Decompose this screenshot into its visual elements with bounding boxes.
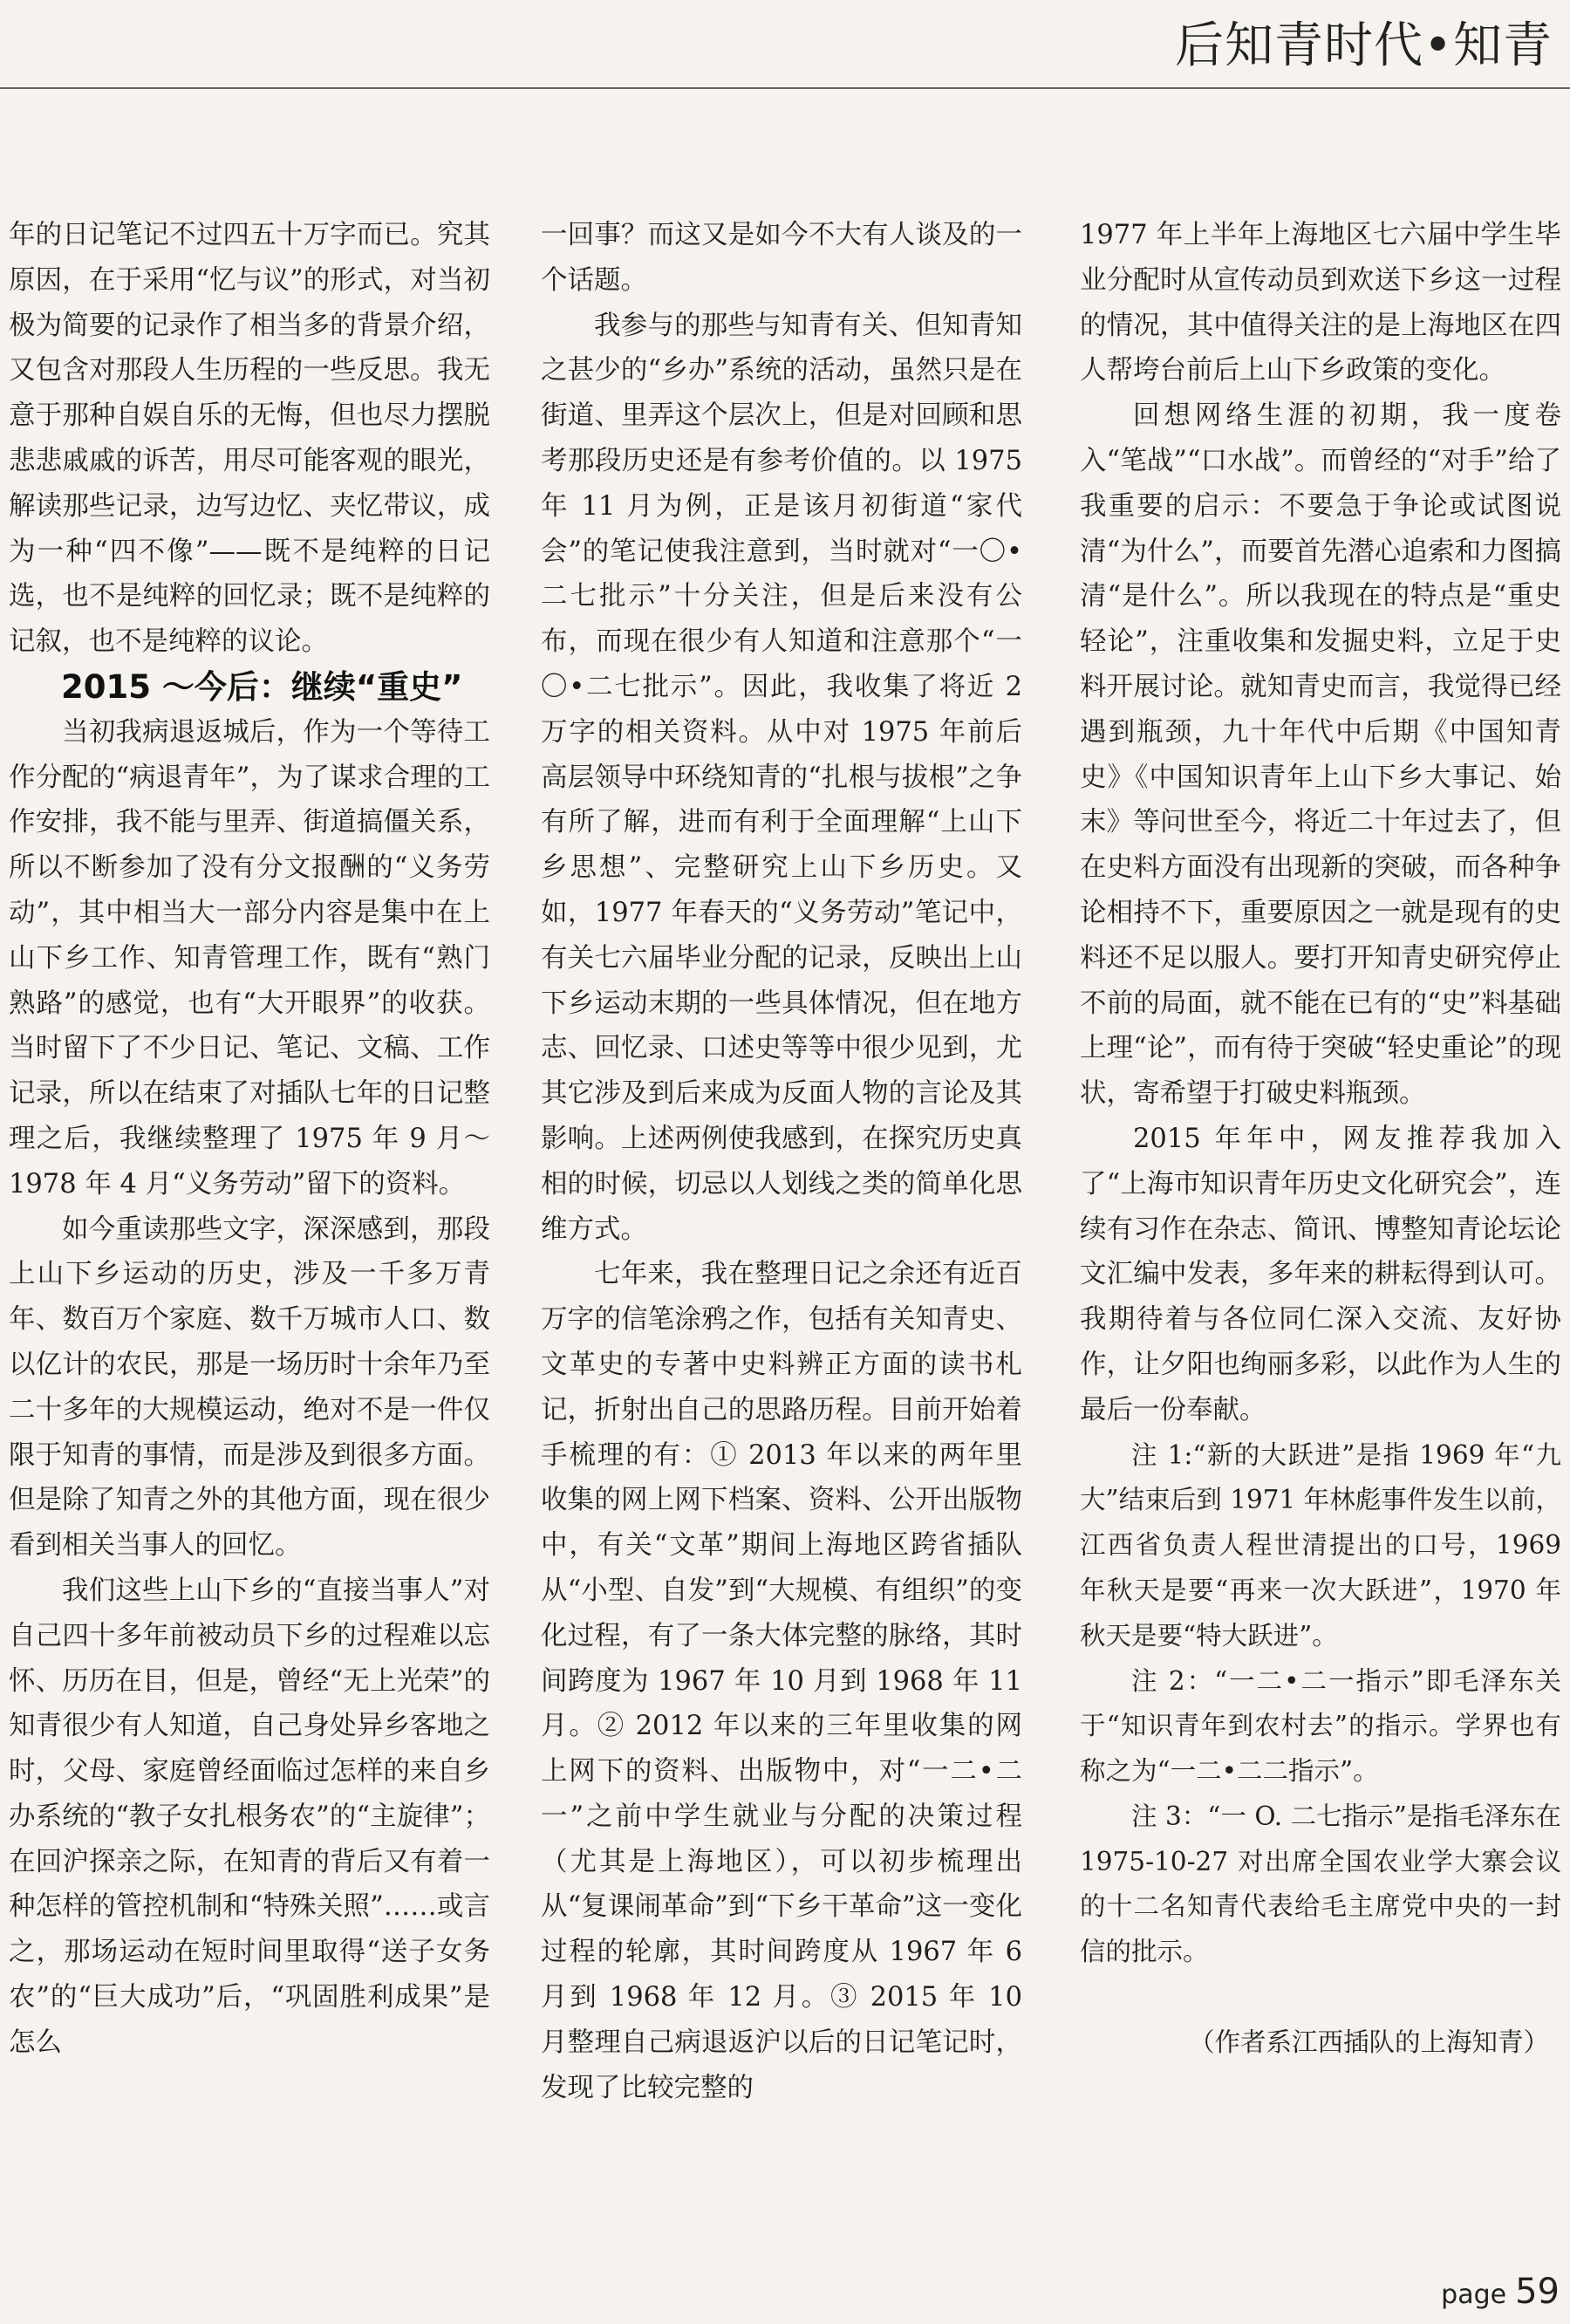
author-byline: （作者系江西插队的上海知青） [1188, 2027, 1549, 2058]
footnote-2: 注 2：“一二•二一指示”即毛泽东关于“知识青年到农村去”的指示。学界也有称之为“一二•二二指示”。 [1080, 1665, 1561, 1787]
paragraph: 年的日记笔记不过四五十万字而已。究其原因，在于采用“忆与议”的形式，对当初极为简要的记录作了相当多的背景介绍，又包含对那段人生历程的一些反思。我无意于那种自娱自乐的无悔，但也尽力摆脱悲悲戚戚的诉苦，用尽可能客观的眼光，解读那些记录，边写边忆、夹忆带议，成为一种“四不像”——既不是纯粹的日记选，也不是纯粹的回忆录；既不是纯粹的记叙，也不是纯粹的议论。 [9, 220, 490, 658]
paragraph: 我们这些上山下乡的“直接当事人”对自己四十多年前被动员下乡的过程难以忘怀、历历在目，但是，曾经“无上光荣”的知青很少有人知道，自己身处异乡客地之时，父母、家庭曾经面临过怎样的来自乡办系统的“教子女扎根务农”的“主旋律”；在回沪探亲之际，在知青的背后又有着一种怎样的管控机制和“特殊关照”……或言之，那场运动在短时间里取得“送子女务农”的“巨大成功”后，“巩固胜利成果”是怎么 [9, 1575, 490, 2058]
footnotes [1080, 1433, 1561, 1976]
magazine-section-title: 后知青时代•知青 [1174, 17, 1553, 74]
paragraph: 七年来，我在整理日记之余还有近百万字的信笔涂鸦之作，包括有关知青史、文革史的专著中史料辨正方面的读书札记，折射出自己的思路历程。目前开始着手梳理的有：① 2013 年以来的两年里收集的网上网下档案、资料、公开出版物中，有关“文革”期间上海地区跨省插队从“小型、自发”到“大规模、有组织”的变化过程，有了一条大体完整的脉络，其时间跨度为 1967 年 10 月到 1968 年 11 月。② 2012 年以来的三年里收集的网上网下的资料、出版物中，对“一二•二一”之前中学生就业与分配的决策过程（尤其是上海地区），可以初步梳理出从“复课闹革命”到“下乡干革命”这一变化过程的轮廓，其时间跨度从 1967 年 6 月到 1968 年 12 月。③ 2015 年 10 月整理自己病退返沪以后的日记笔记时，发现了比较完整的 [541, 1259, 1022, 2103]
page-number [1441, 2272, 1560, 2312]
footnote-1: 注 1:“新的大跃进”是指 1969 年“九大”结束后到 1971 年林彪事件发生以前，江西省负责人程世清提出的口号，1969 年秋天是要“再来一次大跃进”，1970 年秋天是要“特大跃进”。 [1080, 1439, 1561, 1651]
page-label: page [1441, 2280, 1507, 2310]
text-column-3 [1080, 213, 1561, 2254]
paragraph: 我参与的那些与知青有关、但知青知之甚少的“乡办”系统的活动，虽然只是在街道、里弄这个层次上，但是对回顾和思考那段历史还是有参考价值的。以 1975 年 11 月为例，正是该月初街道“家代会”的笔记使我注意到，当时就对“一〇•二七批示”十分关注，但是后来没有公布，而现在很少有人知道和注意那个“一〇•二七批示”。因此，我收集了将近 2 万字的相关资料。从中对 1975 年前后高层领导中环绕知青的“扎根与拔根”之争有所了解，进而有利于全面理解“上山下乡思想”、完整研究上山下乡历史。又如，1977 年春天的“义务劳动”笔记中，有关七六届毕业分配的记录，反映出上山下乡运动末期的一些具体情况，但在地方志、回忆录、口述史等等中很少见到，尤其它涉及到后来成为反面人物的言论及其影响。上述两例使我感到，在探究历史真相的时候，切忌以人划线之类的简单化思维方式。 [541, 310, 1022, 1245]
paragraph: 当初我病退返城后，作为一个等待工作分配的“病退青年”，为了谋求合理的工作安排，我不能与里弄、街道搞僵关系，所以不断参加了没有分文报酬的“义务劳动”，其中相当大一部分内容是集中在上山下乡工作、知青管理工作，既有“熟门熟路”的感觉，也有“大开眼界”的收获。当时留下了不少日记、笔记、文稿、工作记录，所以在结束了对插队七年的日记整理之后，我继续整理了 1975 年 9 月～ 1978 年 4 月“义务劳动”留下的资料。 [9, 716, 490, 1200]
text-column-2 [541, 213, 1022, 2254]
footnote-3: 注 3：“一 O. 二七指示”是指毛泽东在 1975-10-27 对出席全国农业学大寨会议的十二名知青代表给毛主席党中央的一封信的批示。 [1080, 1801, 1561, 1967]
paragraph: 回想网络生涯的初期，我一度卷入“笔战”“口水战”。而曾经的“对手”给了我重要的启示：不要急于争论或试图说清“为什么”，而要首先潜心追索和力图搞清“是什么”。所以我现在的特点是“重史轻论”，注重收集和发掘史料，立足于史料开展讨论。就知青史而言，我觉得已经遇到瓶颈，九十年代中后期《中国知青史》《中国知识青年上山下乡大事记、始末》等问世至今，将近二十年过去了，但在史料方面没有出现新的突破，而各种争论相持不下，重要原因之一就是现有的史料还不足以服人。要打开知青史研究停止不前的局面，就不能在已有的“史”料基础上理“论”，而有待于突破“轻史重论”的现状，寄希望于打破史料瓶颈。 [1080, 400, 1561, 1110]
paragraph: 1977 年上半年上海地区七六届中学生毕业分配时从宣传动员到欢送下乡这一过程的情况，其中值得关注的是上海地区在四人帮垮台前后上山下乡政策的变化。 [1080, 220, 1561, 386]
section-heading: 2015 ～今后：继续“重史” [61, 667, 463, 706]
paragraph: 如今重读那些文字，深深感到，那段上山下乡运动的历史，涉及一千多万青年、数百万个家庭、数千万城市人口、数以亿计的农民，那是一场历时十余年乃至二十多年的大规模运动，绝对不是一件仅限于知青的事情，而是涉及到很多方面。但是除了知青之外的其他方面，现在很少看到相关当事人的回忆。 [9, 1213, 490, 1562]
page-header [0, 0, 1570, 89]
paragraph: 一回事？而这又是如今不大有人谈及的一个话题。 [541, 220, 1022, 296]
text-column-1 [9, 213, 490, 2254]
page-number-value: 59 [1515, 2272, 1560, 2312]
paragraph: 2015 年年中，网友推荐我加入了“上海市知识青年历史文化研究会”，连续有习作在杂志、简讯、博整知青论坛论文汇编中发表，多年来的耕耘得到认可。我期待着与各位同仁深入交流、友好协作，让夕阳也绚丽多彩，以此作为人生的最后一份奉献。 [1080, 1123, 1561, 1425]
